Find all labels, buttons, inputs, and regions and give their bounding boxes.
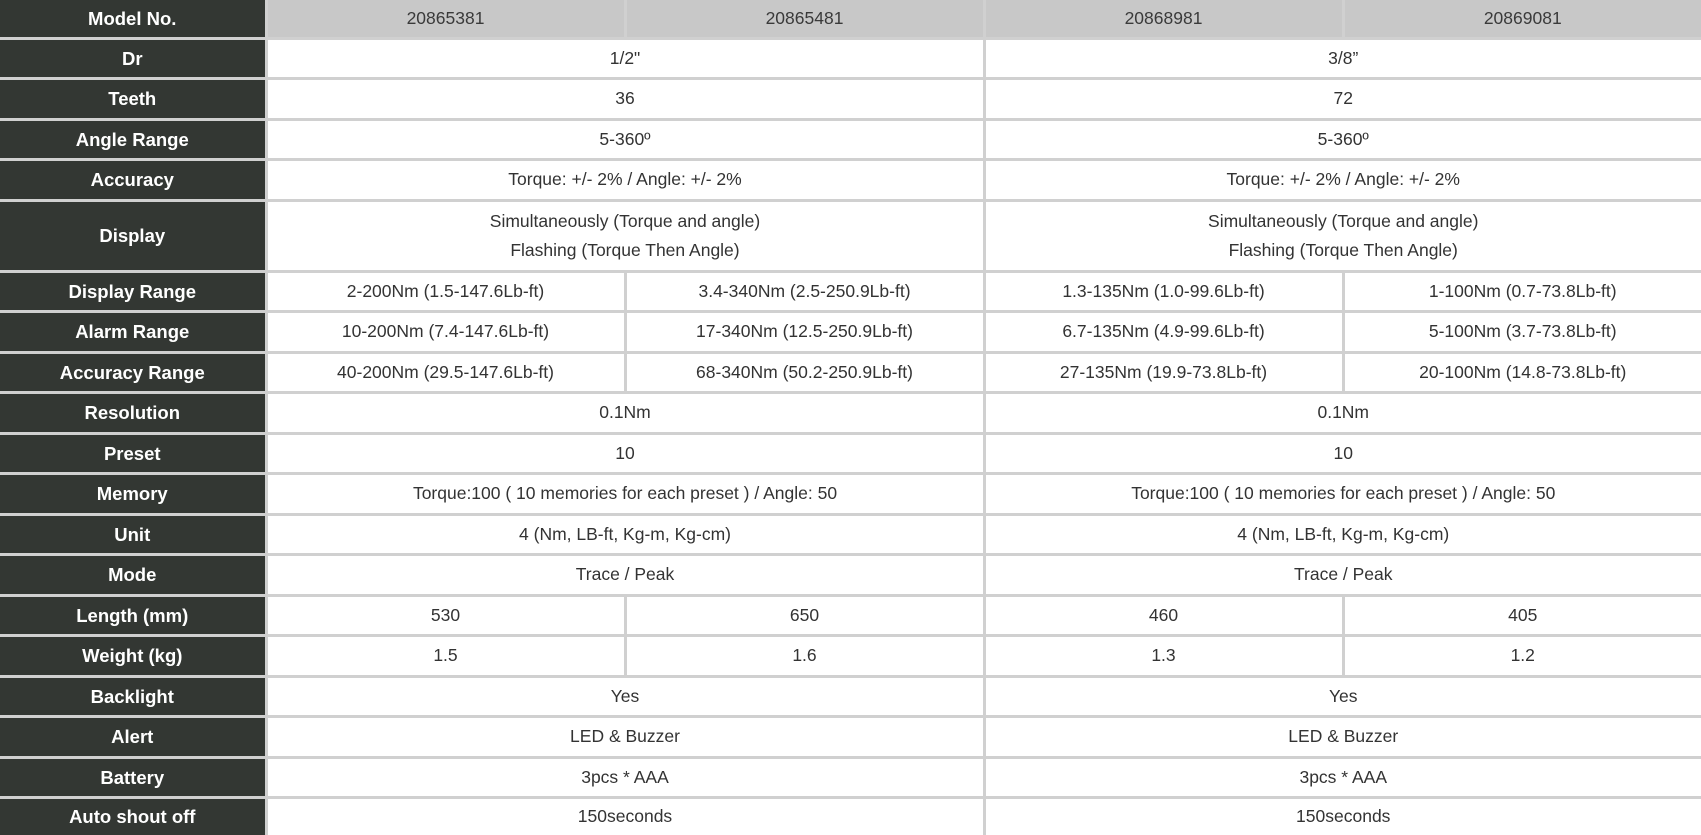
label-preset: Preset (0, 433, 266, 473)
cell-accuracy-range: 40-200Nm (29.5-147.6Lb-ft) (266, 352, 625, 392)
label-length: Length (mm) (0, 595, 266, 635)
cell-alarm-range: 17-340Nm (12.5-250.9Lb-ft) (625, 311, 984, 352)
cell-backlight-b: Yes (984, 676, 1701, 716)
row-unit (0, 514, 1701, 554)
cell-unit-a: 4 (Nm, LB-ft, Kg-m, Kg-cm) (266, 514, 984, 554)
cell-weight: 1.2 (1343, 635, 1701, 676)
label-battery: Battery (0, 757, 266, 797)
model-number: 20865481 (625, 0, 984, 38)
label-resolution: Resolution (0, 392, 266, 433)
cell-preset-b: 10 (984, 433, 1701, 473)
model-number: 20869081 (1343, 0, 1701, 38)
row-battery (0, 757, 1701, 797)
cell-length: 460 (984, 595, 1343, 635)
cell-resolution-b: 0.1Nm (984, 392, 1701, 433)
cell-backlight-a: Yes (266, 676, 984, 716)
cell-alert-b: LED & Buzzer (984, 716, 1701, 757)
cell-battery-a: 3pcs * AAA (266, 757, 984, 797)
label-alarm-range: Alarm Range (0, 311, 266, 352)
row-accuracy (0, 159, 1701, 200)
display-line: Flashing (Torque Then Angle) (510, 239, 740, 260)
display-line: Flashing (Torque Then Angle) (1228, 239, 1458, 260)
row-backlight (0, 676, 1701, 716)
cell-accuracy-range: 68-340Nm (50.2-250.9Lb-ft) (625, 352, 984, 392)
label-unit: Unit (0, 514, 266, 554)
row-model-no (0, 0, 1701, 38)
cell-resolution-a: 0.1Nm (266, 392, 984, 433)
cell-weight: 1.5 (266, 635, 625, 676)
display-line: Simultaneously (Torque and angle) (1208, 210, 1479, 231)
cell-alarm-range: 5-100Nm (3.7-73.8Lb-ft) (1343, 311, 1701, 352)
cell-display-a (266, 200, 984, 271)
cell-auto-shut-off-b: 150seconds (984, 797, 1701, 835)
cell-dr-b: 3/8” (984, 38, 1701, 78)
cell-weight: 1.6 (625, 635, 984, 676)
cell-display-range: 1-100Nm (0.7-73.8Lb-ft) (1343, 271, 1701, 311)
label-alert: Alert (0, 716, 266, 757)
cell-mode-a: Trace / Peak (266, 554, 984, 595)
label-dr: Dr (0, 38, 266, 78)
cell-battery-b: 3pcs * AAA (984, 757, 1701, 797)
row-weight (0, 635, 1701, 676)
label-memory: Memory (0, 473, 266, 514)
cell-accuracy-b: Torque: +/- 2% / Angle: +/- 2% (984, 159, 1701, 200)
row-alert (0, 716, 1701, 757)
row-dr (0, 38, 1701, 78)
cell-alarm-range: 6.7-135Nm (4.9-99.6Lb-ft) (984, 311, 1343, 352)
cell-teeth-a: 36 (266, 78, 984, 119)
cell-display-range: 1.3-135Nm (1.0-99.6Lb-ft) (984, 271, 1343, 311)
row-display-range (0, 271, 1701, 311)
cell-preset-a: 10 (266, 433, 984, 473)
row-memory (0, 473, 1701, 514)
display-line: Simultaneously (Torque and angle) (489, 210, 761, 231)
cell-accuracy-range: 27-135Nm (19.9-73.8Lb-ft) (984, 352, 1343, 392)
cell-display-range: 3.4-340Nm (2.5-250.9Lb-ft) (625, 271, 984, 311)
cell-alert-a: LED & Buzzer (266, 716, 984, 757)
model-number: 20865381 (266, 0, 625, 38)
model-number: 20868981 (984, 0, 1343, 38)
cell-memory-b: Torque:100 ( 10 memories for each preset ) / Angle: 50 (984, 473, 1701, 514)
row-teeth (0, 78, 1701, 119)
row-length (0, 595, 1701, 635)
row-alarm-range (0, 311, 1701, 352)
row-mode (0, 554, 1701, 595)
cell-auto-shut-off-a: 150seconds (266, 797, 984, 835)
cell-alarm-range: 10-200Nm (7.4-147.6Lb-ft) (266, 311, 625, 352)
row-angle-range (0, 119, 1701, 159)
cell-angle-range-b: 5-360º (984, 119, 1701, 159)
row-resolution (0, 392, 1701, 433)
label-weight: Weight (kg) (0, 635, 266, 676)
cell-weight: 1.3 (984, 635, 1343, 676)
label-model-no: Model No. (0, 0, 266, 38)
label-display-range: Display Range (0, 271, 266, 311)
cell-accuracy-a: Torque: +/- 2% / Angle: +/- 2% (266, 159, 984, 200)
label-auto-shut-off: Auto shout off (0, 797, 266, 835)
cell-accuracy-range: 20-100Nm (14.8-73.8Lb-ft) (1343, 352, 1701, 392)
label-accuracy: Accuracy (0, 159, 266, 200)
cell-memory-a: Torque:100 ( 10 memories for each preset ) / Angle: 50 (266, 473, 984, 514)
cell-length: 650 (625, 595, 984, 635)
row-accuracy-range (0, 352, 1701, 392)
label-teeth: Teeth (0, 78, 266, 119)
cell-display-b (984, 200, 1701, 271)
label-backlight: Backlight (0, 676, 266, 716)
label-accuracy-range: Accuracy Range (0, 352, 266, 392)
cell-dr-a: 1/2" (266, 38, 984, 78)
label-display: Display (0, 200, 266, 271)
cell-angle-range-a: 5-360º (266, 119, 984, 159)
row-display (0, 200, 1701, 271)
cell-display-range: 2-200Nm (1.5-147.6Lb-ft) (266, 271, 625, 311)
label-angle-range: Angle Range (0, 119, 266, 159)
cell-length: 405 (1343, 595, 1701, 635)
cell-length: 530 (266, 595, 625, 635)
row-preset (0, 433, 1701, 473)
cell-mode-b: Trace / Peak (984, 554, 1701, 595)
cell-teeth-b: 72 (984, 78, 1701, 119)
cell-unit-b: 4 (Nm, LB-ft, Kg-m, Kg-cm) (984, 514, 1701, 554)
label-mode: Mode (0, 554, 266, 595)
row-auto-shut-off (0, 797, 1701, 835)
